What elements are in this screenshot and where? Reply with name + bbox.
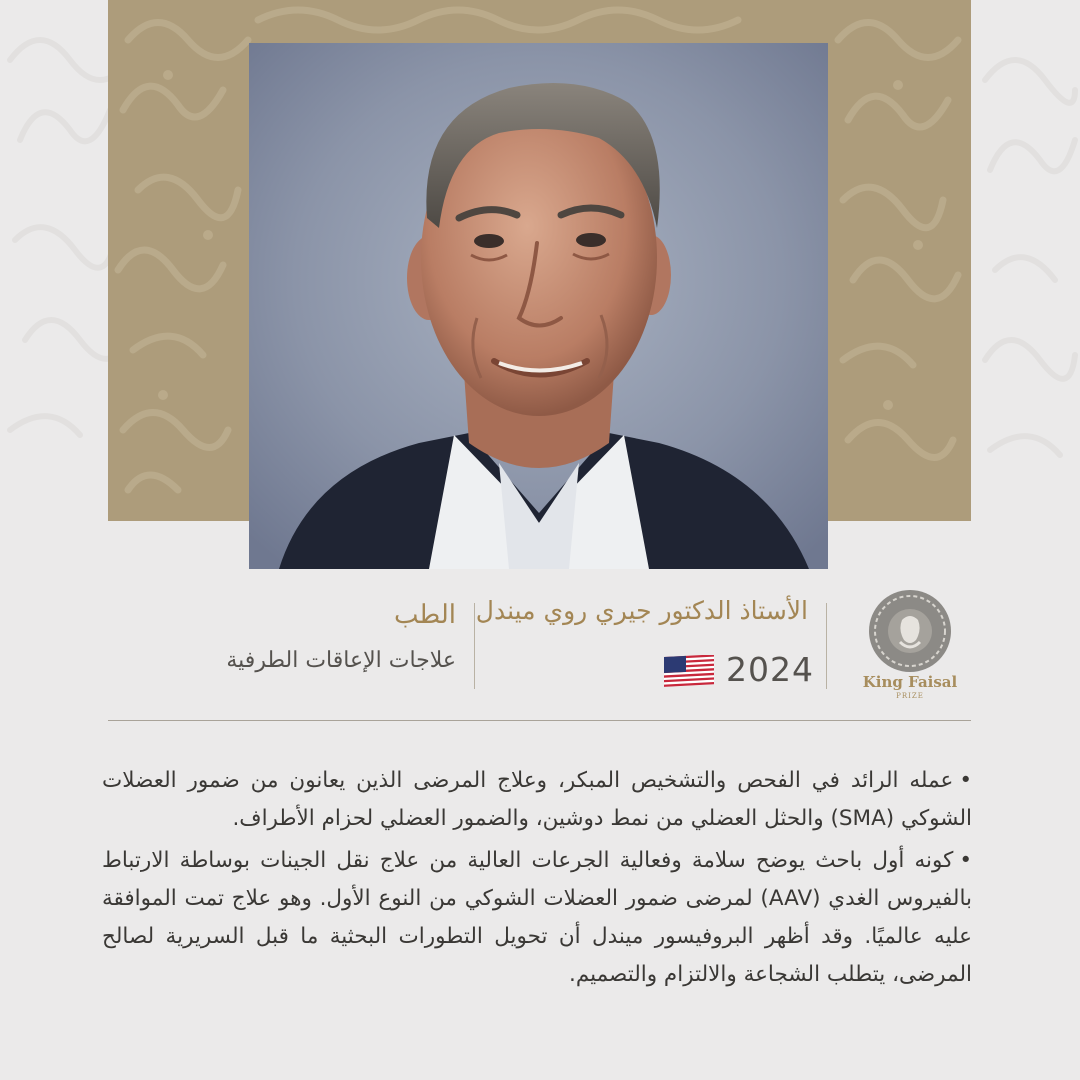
header-divider-right [826,603,827,689]
citation-paragraph-1-text: عمله الرائد في الفحص والتشخيص المبكر، وعلاج المرضى الذين يعانون من ضمور العضلات الشوكي (SMA) والحثل العضلي من نمط دوشين، والضمور العضلي لحزام الأطراف. [102,768,972,831]
year-row [664,646,814,690]
section-divider [108,720,971,721]
laureate-name: الأستاذ الدكتور جيري روي ميندل [475,596,808,625]
prize-category: الطب [393,600,456,630]
header-divider-left [474,603,475,689]
laureate-portrait [249,43,828,569]
prize-subcategory: علاجات الإعاقات الطرفية [226,648,456,673]
citation-paragraph-1 [102,762,972,838]
award-year: 2024 [726,650,814,689]
usa-flag-icon [664,655,714,687]
citation-paragraph-2 [102,842,972,994]
bullet-2: • [959,848,972,873]
logo-title: King Faisal [862,673,958,691]
logo-subtitle: PRIZE [896,692,924,700]
bullet-1: • [959,768,972,793]
citation-paragraph-2-text: كونه أول باحث يوضح سلامة وفعالية الجرعات العالية من علاج نقل الجينات بوساطة الارتباط بالفيروس الغدي (AAV) لمرضى ضمور العضلات الشوكي من النوع الأول. وهو علاج تمت الموافقة عليه عالميًا. وقد أظهر البروفيسور ميندل أن تحويل التطورات البحثية ما قبل السريرية لصالح المرضى، يتطلب الشجاعة والالتزام والتصميم. [102,848,972,987]
king-faisal-emblem-icon [867,588,953,674]
citation-text [102,762,972,998]
king-faisal-prize-logo [858,588,962,708]
